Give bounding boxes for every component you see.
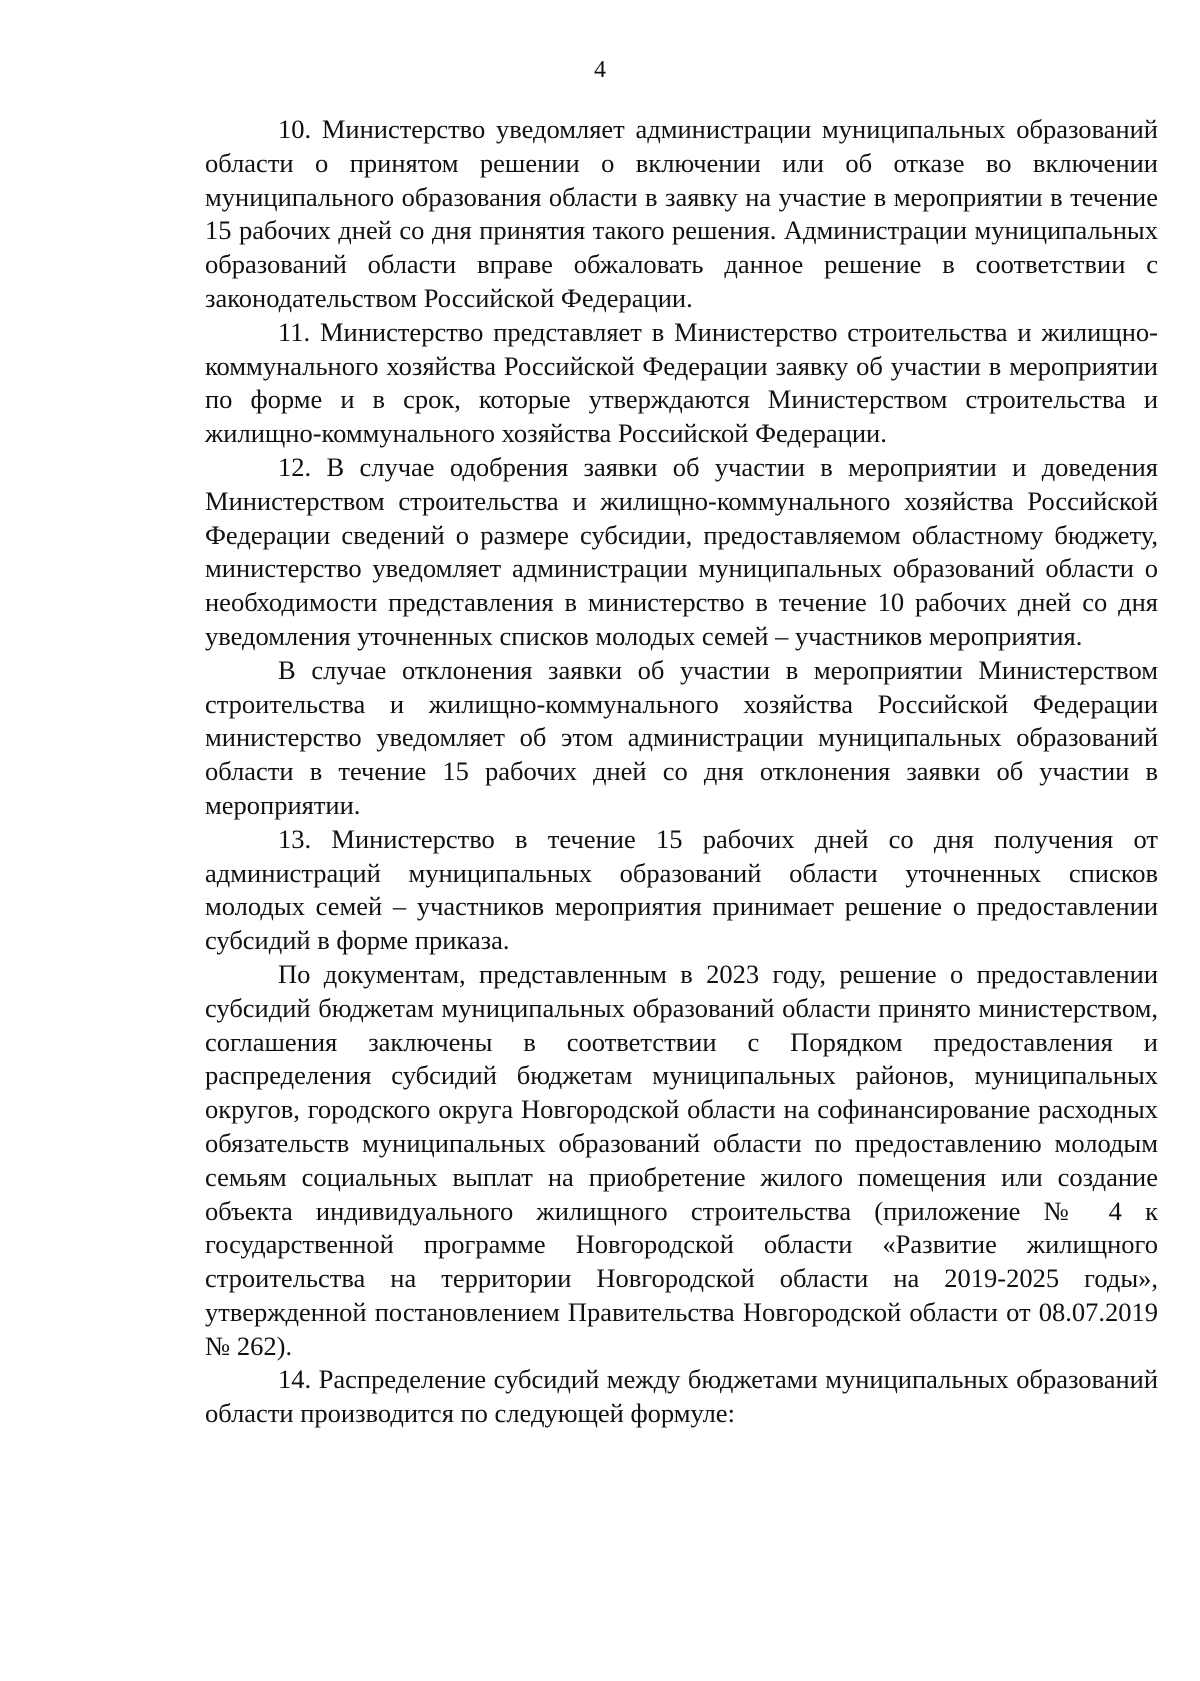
paragraph-13-documents-2023: По документам, представленным в 2023 году, решение о предоставлении субсидий бюджетам муниципальных образований области принято министерством, соглашения заключены в соответствии с Порядком предоставления и распределения субсидий бюджетам муниципальных районов, муниципальных округов, городского округа Новгородской области на софинансирование расходных обязательств муниципальных образований области по предоставлению молодым семьям социальных выплат на приобретение жилого помещения или создание объекта индивидуального жилищного строительства (приложение № 4 к государственной программе Новгородской области «Развитие жилищного строительства на территории Новгородской области на 2019-2025 годы», утвержденной постановлением Правительства Новгородской области от 08.07.2019 № 262). bbox=[205, 958, 1158, 1361]
paragraph-14: 14. Распределение субсидий между бюджетами муниципальных образований области производится по следующей формуле: bbox=[205, 1364, 1158, 1429]
page-number: 4 bbox=[594, 57, 606, 83]
paragraph-12: 12. В случае одобрения заявки об участии в мероприятии и доведения Министерством строительства и жилищно-коммунального хозяйства Российской Федерации сведений о размере субсидии, предоставляемом областному бюджету, министерство уведомляет администрации муниципальных образований области о необходимости представления в министерство в течение 10 рабочих дней со дня уведомления уточненных списков молодых семей – участников мероприятия. bbox=[205, 451, 1158, 651]
paragraph-13: 13. Министерство в течение 15 рабочих дней со дня получения от администраций муниципальных образований области уточненных списков молодых семей – участников мероприятия принимает решение о предоставлении субсидий в форме приказа. bbox=[205, 823, 1158, 956]
paragraph-10: 10. Министерство уведомляет администрации муниципальных образований области о принятом решении о включении или об отказе во включении муниципального образования области в заявку на участие в мероприятии в течение 15 рабочих дней со дня принятия такого решения. Администрации муниципальных образований области вправе обжаловать данное решение в соответствии с законодательством Российской Федерации. bbox=[205, 114, 1158, 313]
paragraph-11: 11. Министерство представляет в Министерство строительства и жилищно-коммунального хозяйства Российской Федерации заявку об участии в мероприятии по форме и в срок, которые утверждаются Министерством строительства и жилищно-коммунального хозяйства Российской Федерации. bbox=[205, 316, 1158, 449]
document-body bbox=[205, 113, 1158, 1431]
paragraph-12-rejection: В случае отклонения заявки об участии в мероприятии Министерством строительства и жилищно-коммунального хозяйства Российской Федерации министерство уведомляет об этом администрации муниципальных образований области в течение 15 рабочих дней со дня отклонения заявки об участии в мероприятии. bbox=[205, 654, 1158, 820]
